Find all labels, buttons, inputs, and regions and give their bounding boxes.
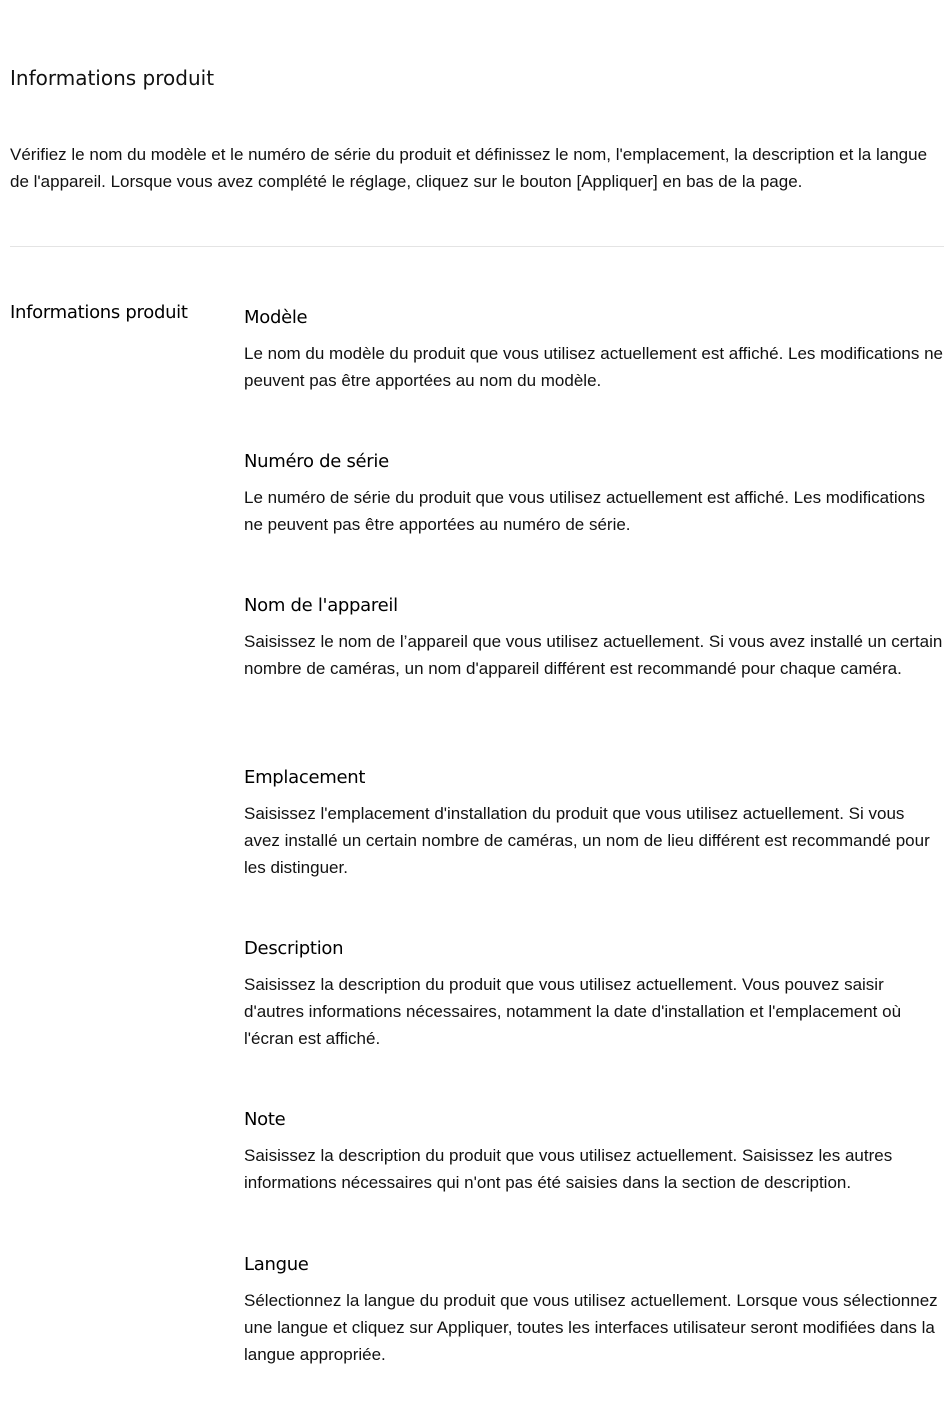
intro-paragraph: Vérifiez le nom du modèle et le numéro de série du produit et définissez le nom, l'emplacement, la description et la langue de l'appareil. Lorsque vous avez complété le réglage, cliquez sur le bouton [Appliquer] en bas de la page. [10,145,928,191]
section-label: Informations produit [10,302,188,323]
field-description: Saisissez le nom de l’appareil que vous utilisez actuellement. Si vous avez installé un certain nombre de caméras, un nom d'appareil différent est recommandé pour chaque caméra. [244,632,943,678]
field-help-note [244,1107,944,1196]
field-title: Description [244,938,344,959]
field-title: Langue [244,1254,309,1275]
field-description: Sélectionnez la langue du produit que vous utilisez actuellement. Lorsque vous sélectionnez une langue et cliquez sur Appliquer, toutes les interfaces utilisateur seront modifiées dans la langue appropriée. [244,1291,938,1364]
field-description: Le nom du modèle du produit que vous utilisez actuellement est affiché. Les modifications ne peuvent pas être apportées au nom du modèle. [244,344,943,390]
field-title: Note [244,1109,286,1130]
field-description: Le numéro de série du produit que vous utilisez actuellement est affiché. Les modifications ne peuvent pas être apportées au numéro de série. [244,488,926,534]
field-title: Numéro de série [244,451,389,472]
section-divider [10,246,944,247]
field-title: Nom de l'appareil [244,595,398,616]
field-help-device-name [244,593,944,682]
field-help-language [244,1252,944,1368]
field-help-location [244,765,944,881]
field-help-description [244,936,944,1052]
page-title: Informations produit [10,66,215,90]
field-help-serial-number [244,449,944,538]
field-title: Emplacement [244,767,366,788]
field-description: Saisissez la description du produit que vous utilisez actuellement. Vous pouvez saisir d'autres informations nécessaires, notamment la date d'installation et l'emplacement où l'écran est affiché. [244,975,902,1048]
field-help-model [244,305,944,394]
field-description: Saisissez la description du produit que vous utilisez actuellement. Saisissez les autres informations nécessaires qui n'ont pas été saisies dans la section de description. [244,1146,893,1192]
field-title: Modèle [244,307,308,328]
field-description: Saisissez l'emplacement d'installation du produit que vous utilisez actuellement. Si vous avez installé un certain nombre de caméras, un nom de lieu différent est recommandé pour les distinguer. [244,804,930,877]
